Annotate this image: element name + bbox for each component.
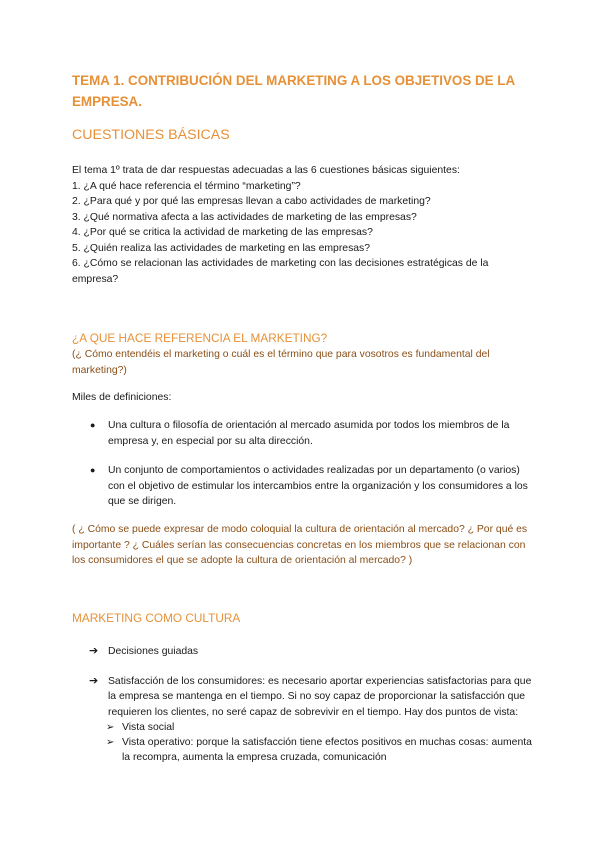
document-title: TEMA 1. CONTRIBUCIÓN DEL MARKETING A LOS OBJETIVOS DE LA EMPRESA.: [72, 73, 515, 109]
list-item: [72, 644, 532, 660]
arrow-right-icon: ➔: [89, 645, 99, 657]
sub-list-item: [72, 720, 532, 735]
section-heading-cultura: MARKETING COMO CULTURA: [72, 611, 241, 625]
list-item-text: Satisfacción de los consumidores: es necesario aportar experiencias satisfactorias para que la empresa se mantenga en el tiempo. Si no soy capaz de proporcionar la satisfacción que requieren los clientes, no seré capaz de sobrevivir en el tiempo. Hay dos puntos de vista:: [108, 675, 532, 718]
list-item-text: Una cultura o filosofía de orientación al mercado asumida por todos los miembros de la empresa y, en especial por su alta dirección.: [108, 420, 510, 447]
list-item: [72, 674, 532, 766]
list-item: [72, 463, 532, 510]
section-heading-cuestiones: CUESTIONES BÁSICAS: [72, 127, 230, 143]
sub-item-text: Vista social: [122, 722, 175, 733]
sub-item-text: Vista operativo: porque la satisfacción tiene efectos positivos en muchas cosas: aumenta la recompra, aumenta la empresa cruzada, comunicación: [122, 737, 532, 763]
bullet-icon: ●: [90, 465, 96, 475]
question-item: 4. ¿Por qué se critica la actividad de marketing de las empresas?: [72, 227, 373, 238]
triangle-arrow-icon: ➢: [106, 722, 115, 733]
list-item-text: Un conjunto de comportamientos o actividades realizadas por un departamento (o varios) con el objetivo de estimular los intercambios entre la organización y los consumidores a los que se dirigen.: [108, 465, 528, 507]
intro-text: El tema 1º trata de dar respuestas adecuadas a las 6 cuestiones básicas siguientes:: [72, 165, 460, 176]
section-heading-referencia: ¿A QUE HACE REFERENCIA EL MARKETING?: [72, 331, 328, 345]
arrow-right-icon: ➔: [89, 674, 99, 687]
followup-questions: ( ¿ Cómo se puede expresar de modo coloquial la cultura de orientación al mercado? ¿ Por qué es importante ? ¿ Cuáles serían las consecuencias concretas en los miembros que se relacionan con los consumidores el que se adopte la cultura de orientación al mercado? ): [72, 524, 528, 566]
list-item: [72, 418, 532, 449]
question-item: 3. ¿Qué normativa afecta a las actividades de marketing de las empresas?: [72, 211, 417, 223]
definitions-list: [72, 418, 532, 510]
discussion-question: (¿ Cómo entendéis el marketing o cuál es el término que para vosotros es fundamental del marketing?): [72, 349, 490, 376]
question-item: 2. ¿Para qué y por qué las empresas llevan a cabo actividades de marketing?: [72, 196, 431, 207]
definitions-label: Miles de definiciones:: [72, 392, 172, 403]
cultura-list: [72, 644, 532, 765]
question-item: 1. ¿A qué hace referencia el término “marketing”?: [72, 180, 301, 192]
sub-list-item: [72, 735, 532, 765]
question-item: 5. ¿Quién realiza las actividades de marketing en las empresas?: [72, 242, 371, 254]
bullet-icon: ●: [90, 420, 96, 430]
intro-paragraph: [72, 163, 532, 287]
triangle-arrow-icon: ➢: [106, 737, 115, 748]
question-item: 6. ¿Cómo se relacionan las actividades de marketing con las decisiones estratégicas de la empresa?: [72, 258, 489, 285]
list-item-text: Decisiones guiadas: [108, 646, 199, 657]
